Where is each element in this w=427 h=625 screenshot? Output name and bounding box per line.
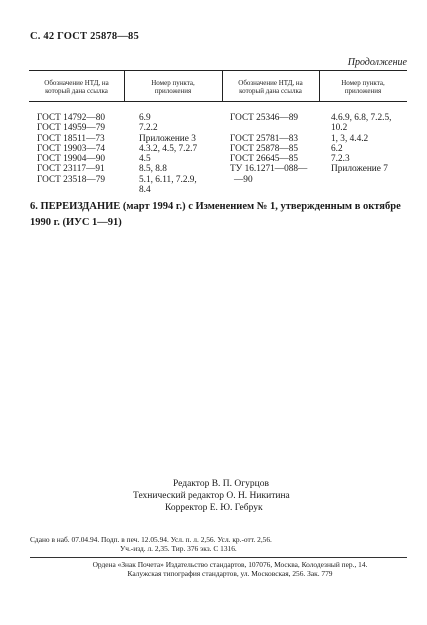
credits [133,478,290,514]
table-cell: 8.5, 8.8 [139,164,167,175]
table-cell: ГОСТ 19903—74 [37,143,106,154]
table-cell: ГОСТ 14792—80 [37,113,106,123]
table-header-rule [29,101,407,102]
tech-editor-credit: Технический редактор О. Н. Никитина [133,491,290,501]
table-cell: ГОСТ 19904—90 [37,154,106,165]
print-details-line: Сдано в наб. 07.04.94. Подп. в печ. 12.05.94. Усл. п. л. 2,56. Усл. кр.-отт. 2,56. [30,535,272,544]
column-header-item-left: Номер пункта, приложения [151,79,195,95]
table-cell: ГОСТ 14959—79 [37,123,106,134]
column-header-ntd-left: Обозначение НТД, на который дана ссылка [44,79,109,95]
table-cell: 7.2.2 [139,123,158,134]
table-cell: 7.2.3 [331,154,350,165]
table-cell: 8.4 [139,185,151,196]
page-reference: С. 42 ГОСТ 25878—85 [30,31,139,42]
left-items-column [139,113,197,195]
table-cell: —90 [234,174,253,185]
table-cell: 1, 3, 4.4.2 [331,133,369,144]
table-cell: ГОСТ 25781—83 [230,133,299,144]
column-header-ntd-right: Обозначение НТД, на который дана ссылка [238,79,303,95]
proofreader-credit: Корректор Е. Ю. Гебрук [165,503,263,513]
continuation-label: Продолжение [347,57,407,68]
table-cell: 4.6.9, 6.8, 7.2.5, [331,113,392,123]
table-cell: 5.1, 6.11, 7.2.9, [139,174,197,185]
note-number: 6. [30,201,38,212]
right-designations-column [230,113,307,185]
publisher-info [55,560,405,578]
table-cell: ТУ 16.1271—088— [230,164,308,175]
table-cell: ГОСТ 25346—89 [230,113,299,123]
table-top-rule [29,70,407,71]
column-header-item-right: Номер пункта, приложения [341,79,385,95]
table-cell: ГОСТ 26645—85 [230,154,299,165]
print-details-line: Уч.-изд. л. 2,35. Тир. 376 экз. С 1316. [120,544,237,553]
table-cell: 4.5 [139,154,151,165]
table-cell: 6.9 [139,113,151,123]
table-cell: 10.2 [331,123,348,134]
table-cell [230,123,307,133]
printer-line: Калужская типография стандартов, ул. Московская, 256. Зак. 779 [127,569,333,578]
publisher-line: Ордена «Знак Почета» Издательство стандартов, 107076, Москва, Колодезный пер., 14. [92,560,368,569]
table-cell: ГОСТ 23117—91 [37,164,105,175]
table-cell: ГОСТ 18511—73 [37,133,105,144]
table-cell: 4.3.2, 4.5, 7.2.7 [139,143,198,154]
table-cell: Приложение 7 [331,164,388,175]
reissue-note [30,199,415,231]
table-cell: ГОСТ 23518—79 [37,174,106,185]
note-text: ПЕРЕИЗДАНИЕ (март 1994 г.) с Изменением № 1, утвержденным в октябре 1990 г. (ИУС 1—91) [30,201,401,228]
imprint-rule [30,557,407,558]
editor-credit: Редактор В. П. Огурцов [173,479,269,489]
table-cell: Приложение 3 [139,133,196,144]
left-designations-column [37,113,105,185]
table-cell: ГОСТ 25878—85 [230,143,299,154]
table-cell: 6.2 [331,143,343,154]
print-details [30,535,410,553]
right-items-column [331,113,391,175]
